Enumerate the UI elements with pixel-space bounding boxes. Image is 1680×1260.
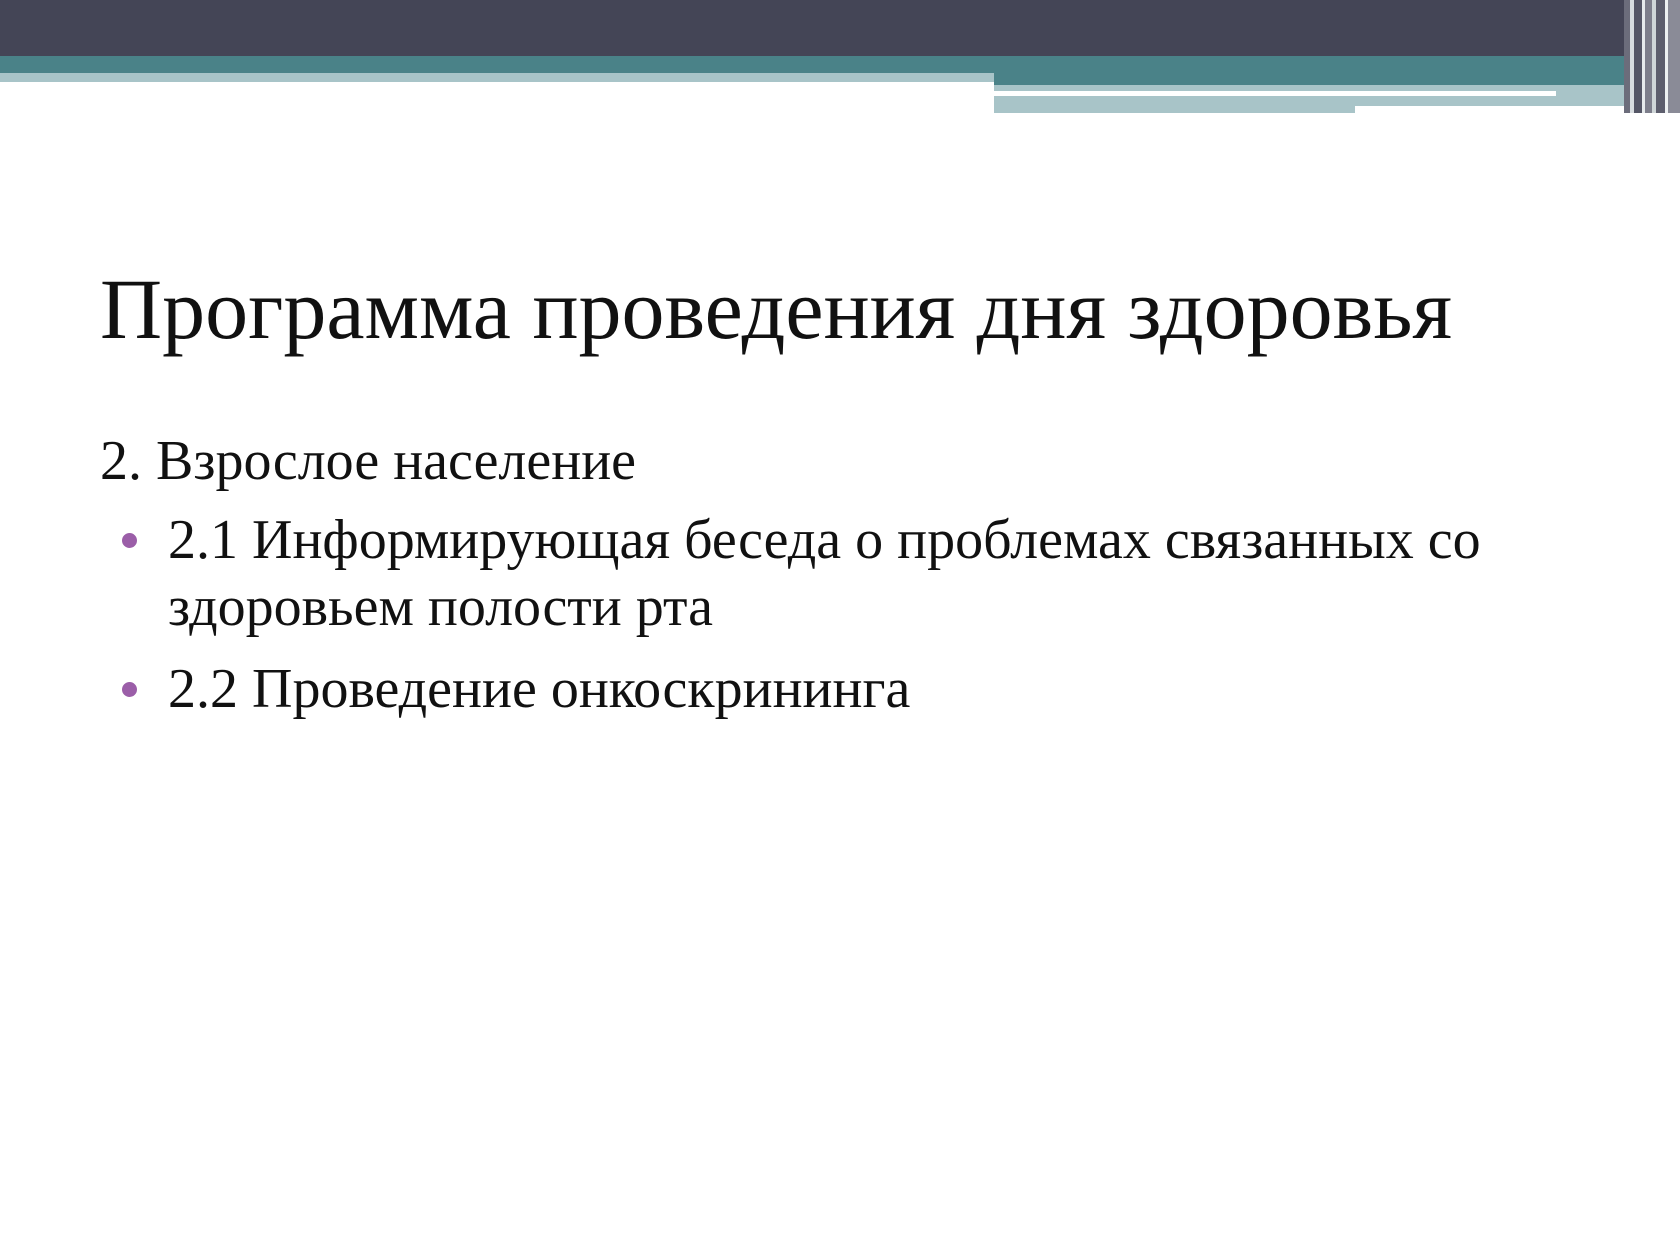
header-thin-line bbox=[994, 91, 1556, 96]
header-band-light bbox=[0, 73, 994, 82]
bullet-text: 2.1 Информирующая беседа о проблемах связанных со здоровьем полости рта bbox=[168, 509, 1481, 639]
header-band-teal bbox=[0, 56, 1680, 73]
section-heading: 2. Взрослое население bbox=[100, 430, 637, 492]
bullet-text: 2.2 Проведение онкоскрининга bbox=[168, 657, 911, 720]
header-band-dark bbox=[0, 0, 1680, 56]
slide-body bbox=[100, 428, 1500, 737]
bullet-icon bbox=[122, 682, 137, 697]
header-stripes bbox=[1624, 0, 1680, 113]
list-item bbox=[100, 507, 1500, 641]
bullet-list bbox=[100, 507, 1500, 723]
bullet-icon bbox=[122, 533, 137, 548]
list-item bbox=[100, 656, 1500, 723]
header-band-teal-right bbox=[994, 73, 1680, 85]
slide-title: Программа проведения дня здоровья bbox=[100, 261, 1453, 357]
